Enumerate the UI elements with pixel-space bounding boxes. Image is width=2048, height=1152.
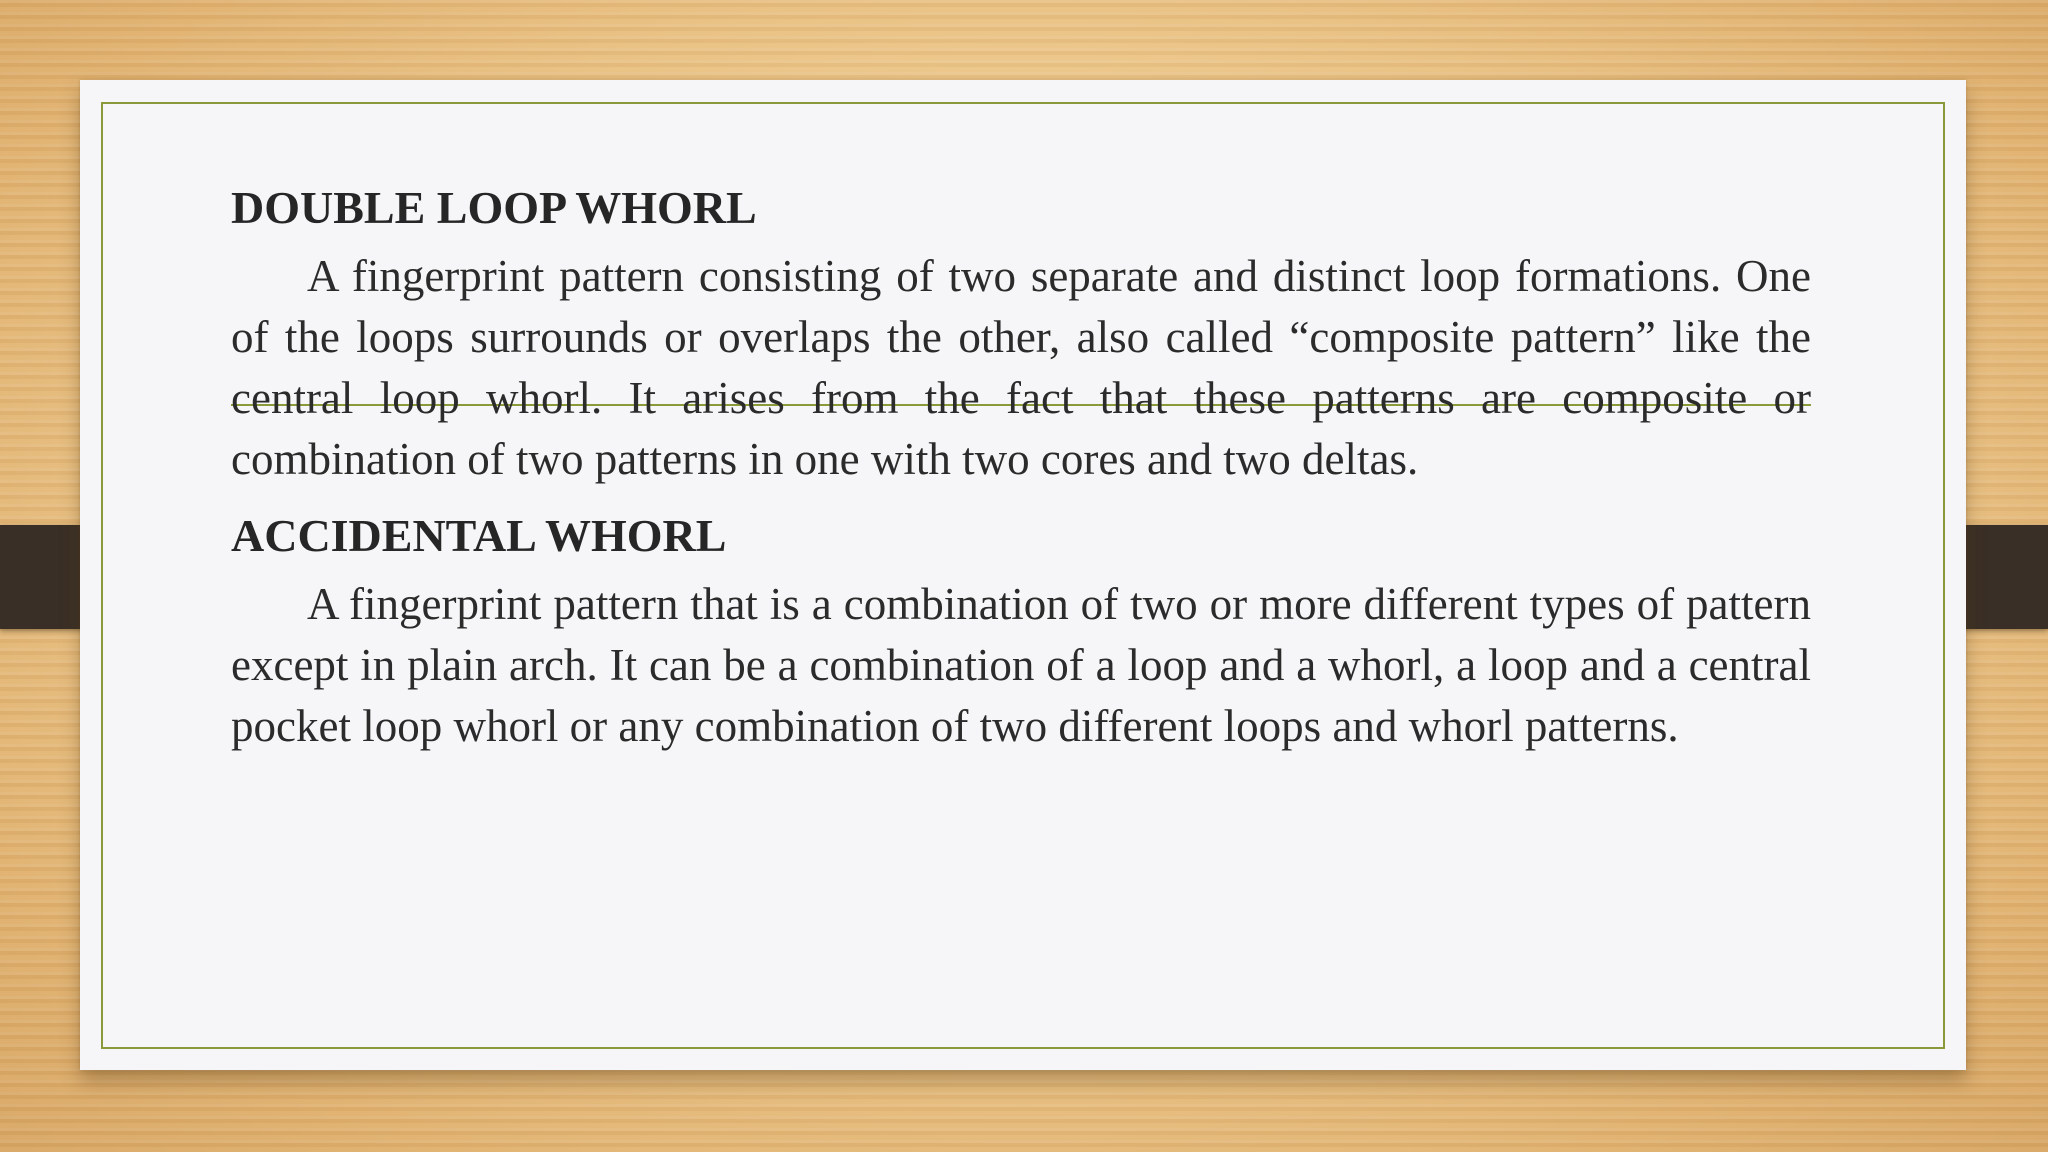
section-body-accidental-whorl: A fingerprint pattern that is a combination of two or more different types of pattern except in plain arch. It can be a combination of a loop and a whorl, a loop and a central pocket loop whorl or any combination of two different loops and whorl patterns. <box>231 579 1811 751</box>
section-body-double-loop-whorl: A fingerprint pattern consisting of two separate and distinct loop formations. One of the loops surrounds or overlaps the other, also called “composite pattern” like the central loop whorl. It arises from the fact that these patterns are composite or combination of two patterns in one with two cores and two deltas. <box>231 251 1811 484</box>
slide-card <box>80 80 1966 1070</box>
slide-content <box>231 180 1811 757</box>
section-heading-double-loop-whorl: DOUBLE LOOP WHORL <box>231 182 757 233</box>
section-heading-accidental-whorl: ACCIDENTAL WHORL <box>231 510 727 561</box>
